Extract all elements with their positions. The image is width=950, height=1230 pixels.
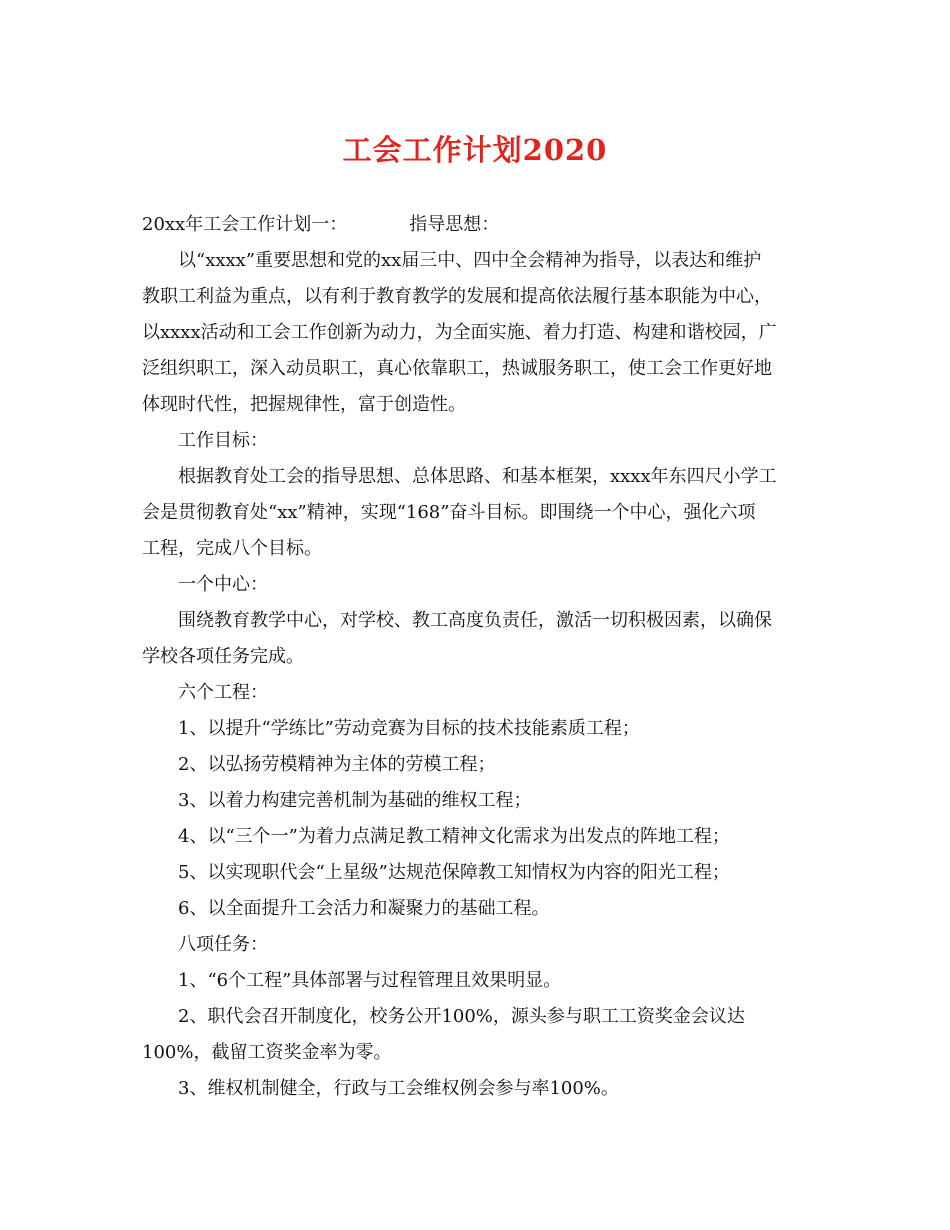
- document-title: 工会工作计划2020: [342, 133, 608, 167]
- project-item-4: [142, 819, 812, 855]
- project-item-2: [142, 747, 812, 783]
- one-center-paragraph: [142, 603, 812, 675]
- document-body: [142, 207, 812, 1107]
- text-line: 一个中心：: [178, 574, 268, 595]
- text-line: 100%，截留工资奖金率为零。: [142, 1042, 392, 1063]
- guiding-ideology-heading: 指导思想：: [409, 214, 500, 235]
- project-item-1: [142, 711, 812, 747]
- text-line: 体现时代性，把握规律性，富于创造性。: [142, 394, 466, 415]
- guiding-ideology-paragraph: [142, 243, 812, 423]
- text-line: 6、以全面提升工会活力和凝聚力的基础工程。: [178, 898, 550, 919]
- task-item-2: [142, 999, 812, 1071]
- text-line: 2、职代会召开制度化，校务公开100%，源头参与职工工资奖金会议达: [178, 1006, 745, 1027]
- text-line: 以“xxxx”重要思想和党的xx届三中、四中全会精神为指导，以表达和维护: [178, 250, 762, 271]
- project-item-5: [142, 855, 812, 891]
- project-item-3: [142, 783, 812, 819]
- text-line: 工作目标：: [178, 430, 268, 451]
- work-goal-paragraph: [142, 459, 812, 567]
- text-line: 会是贯彻教育处“xx”精神，实现“168”奋斗目标。即围绕一个中心，强化六项: [142, 502, 756, 523]
- paragraph-list: [142, 243, 812, 1107]
- text-line: 围绕教育教学中心，对学校、教工高度负责任，激活一切积极因素，以确保: [178, 610, 772, 631]
- text-line: 六个工程：: [178, 682, 268, 703]
- text-line: 学校各项任务完成。: [142, 646, 304, 667]
- text-line: 八项任务：: [178, 934, 268, 955]
- text-line: 4、以“三个一”为着力点满足教工精神文化需求为出发点的阵地工程；: [178, 826, 730, 847]
- intro-line: [142, 207, 812, 243]
- text-line: 1、“6个工程”具体部署与过程管理且效果明显。: [178, 970, 562, 991]
- six-projects-heading: [142, 675, 812, 711]
- task-item-1: [142, 963, 812, 999]
- text-line: 根据教育处工会的指导思想、总体思路、和基本框架，xxxx年东四尺小学工: [178, 466, 777, 487]
- text-line: 5、以实现职代会“上星级”达规范保障教工知情权为内容的阳光工程；: [178, 862, 730, 883]
- task-item-3: [142, 1071, 812, 1107]
- eight-tasks-heading: [142, 927, 812, 963]
- project-item-6: [142, 891, 812, 927]
- plan-label: 20xx年工会工作计划一：: [142, 214, 348, 235]
- one-center-heading: [142, 567, 812, 603]
- text-line: 1、以提升“学练比”劳动竞赛为目标的技术技能素质工程；: [178, 718, 640, 739]
- text-line: 以xxxx活动和工会工作创新为动力，为全面实施、着力打造、构建和谐校园，广: [142, 322, 777, 343]
- text-line: 3、以着力构建完善机制为基础的维权工程；: [178, 790, 532, 811]
- text-line: 教职工利益为重点，以有利于教育教学的发展和提高依法履行基本职能为中心，: [142, 286, 772, 307]
- text-line: 3、维权机制健全，行政与工会维权例会参与率100%。: [178, 1078, 619, 1099]
- text-line: 工程，完成八个目标。: [142, 538, 322, 559]
- text-line: 2、以弘扬劳模精神为主体的劳模工程；: [178, 754, 496, 775]
- work-goal-heading: [142, 423, 812, 459]
- text-line: 泛组织职工，深入动员职工，真心依靠职工，热诚服务职工，使工会工作更好地: [142, 358, 772, 379]
